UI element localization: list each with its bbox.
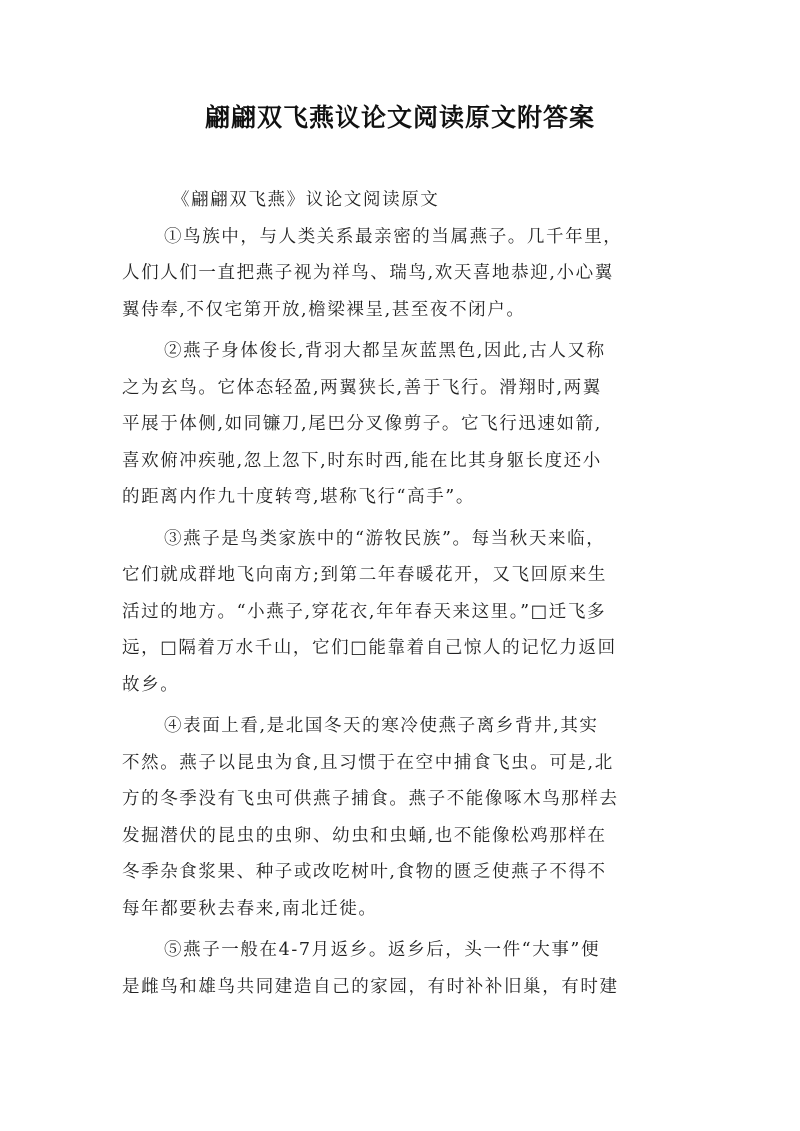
paragraph-line: 故乡。: [122, 674, 180, 695]
paragraph-line: ④表面上看,是北国冬天的寒冷使燕子离乡背井,其实: [164, 716, 599, 736]
article-subtitle: 《翩翩双飞燕》议论文阅读原文: [172, 190, 440, 210]
paragraph-line: 翼侍奉,不仅宅第开放,檐梁裸呈,甚至夜不闭户。: [122, 299, 526, 320]
paragraph-3: [122, 521, 688, 704]
paragraph-line: 发掘潜伏的昆虫的虫卵、幼虫和虫蛹,也不能像松鸡那样在: [122, 825, 607, 846]
paragraph-line: 活过的地方。“小燕子,穿花衣,年年春天来这里。”□迁飞多: [122, 601, 607, 622]
paragraph-line: 方的冬季没有飞虫可供燕子捕食。燕子不能像啄木鸟那样去: [122, 789, 619, 809]
paragraph-line: 人们人们一直把燕子视为祥鸟、瑞鸟,欢天喜地恭迎,小心翼: [122, 263, 614, 283]
paragraph-1: [122, 219, 688, 329]
paragraph-line: 每年都要秋去春来,南北迁徙。: [122, 898, 378, 919]
paragraph-line: 它们就成群地飞向南方;到第二年春暖花开，又飞回原来生: [122, 565, 607, 585]
paragraph-5: [122, 932, 688, 1005]
document-body: [122, 182, 688, 1005]
paragraph-2: [122, 333, 688, 516]
paragraph-line: 冬季杂食浆果、种子或改吃树叶,食物的匮乏使燕子不得不: [122, 862, 607, 882]
paragraph-line: 喜欢俯冲疾驰,忽上忽下,时东时西,能在比其身躯长度还小: [122, 450, 602, 471]
paragraph-line: 平展于体侧,如同镰刀,尾巴分叉像剪子。它飞行迅速如箭,: [122, 414, 602, 434]
paragraph-line: 之为玄鸟。它体态轻盈,两翼狭长,善于飞行。滑翔时,两翼: [122, 377, 602, 398]
paragraph-line: 是雌鸟和雄鸟共同建造自己的家园，有时补补旧巢，有时建: [122, 976, 619, 997]
paragraph-line: ③燕子是鸟类家族中的“游牧民族”。每当秋天来临，: [164, 528, 606, 549]
paragraph-line: 远，□隔着万水千山，它们□能靠着自己惊人的记忆力返回: [122, 638, 617, 658]
paragraph-line: ②燕子身体俊长,背羽大都呈灰蓝黑色,因此,古人又称: [164, 341, 606, 361]
paragraph-line: ①鸟族中，与人类关系最亲密的当属燕子。几千年里，: [164, 226, 623, 247]
paragraph-line: 的距离内作九十度转弯,堪称飞行“高手”。: [122, 487, 475, 507]
paragraph-line: 不然。燕子以昆虫为食,且习惯于在空中捕食飞虫。可是,北: [122, 752, 614, 773]
document-title: 翩翩双飞燕议论文阅读原文附答案: [204, 103, 595, 132]
paragraph-line: ⑤燕子一般在4-7月返乡。返乡后，头一件“大事”便: [164, 940, 601, 960]
paragraph-4: [122, 708, 688, 927]
